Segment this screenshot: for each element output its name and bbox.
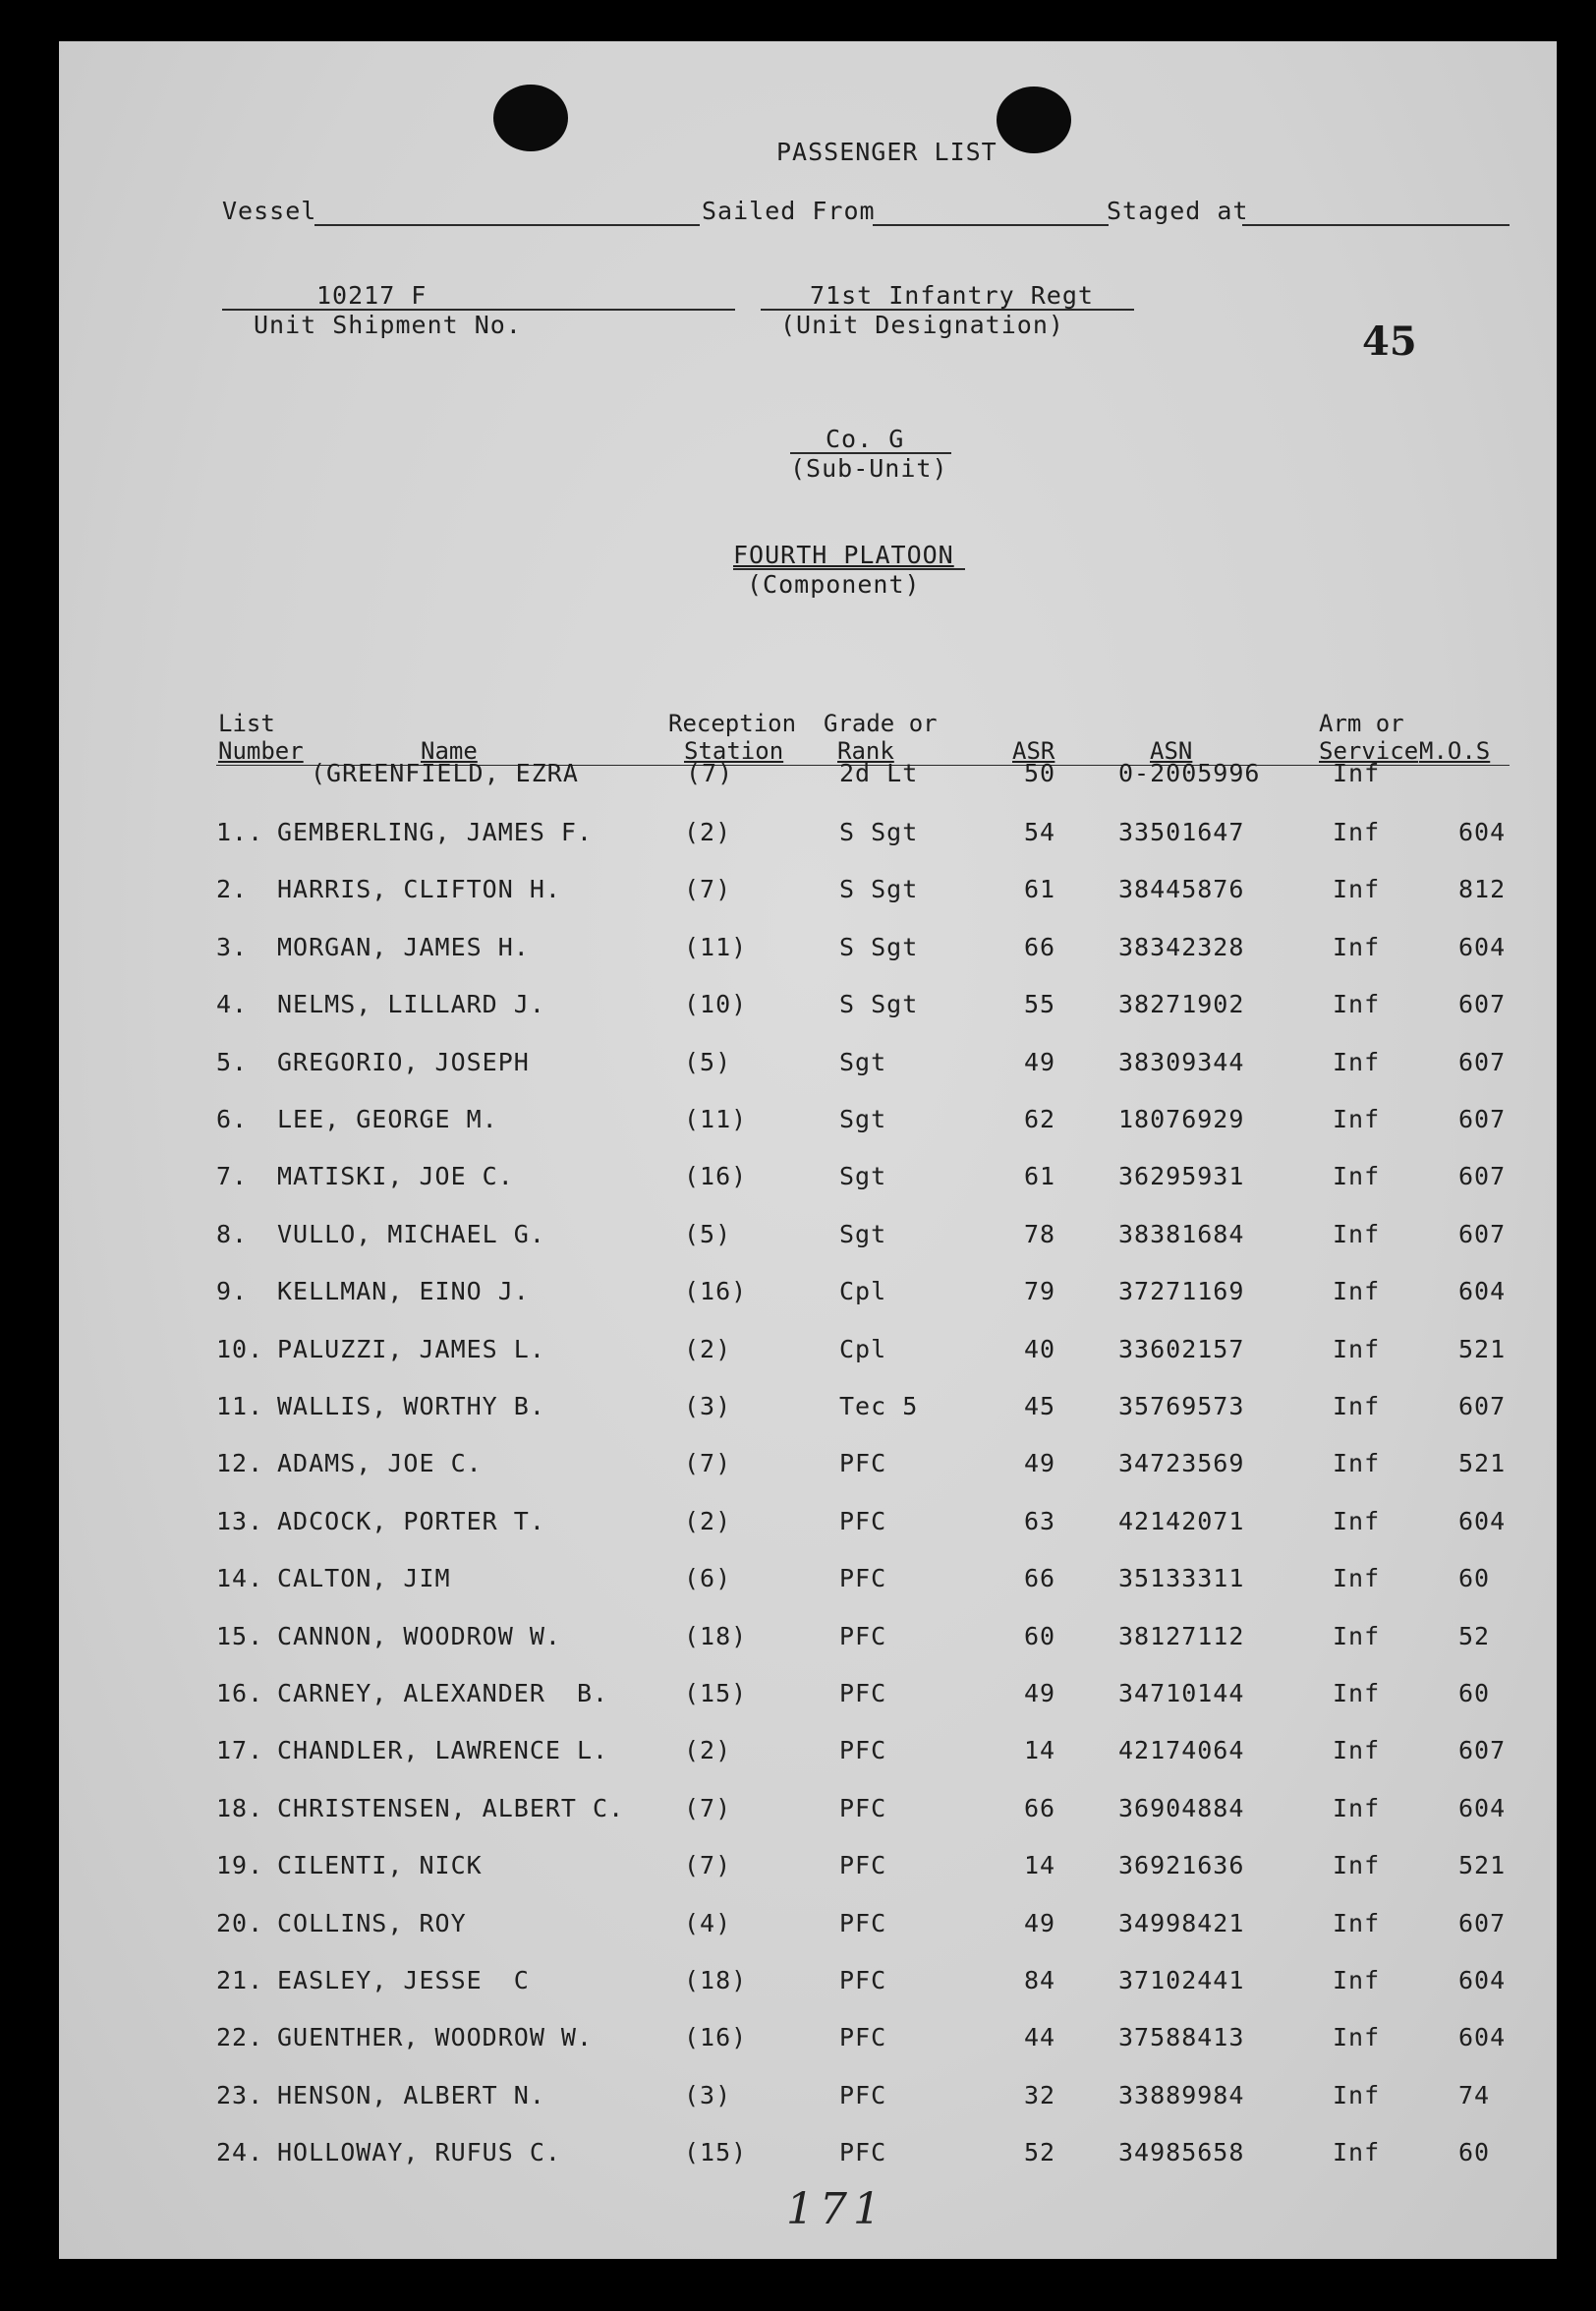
cell-name: EASLEY, JESSE C xyxy=(277,1966,530,1994)
cell-num: 11. xyxy=(216,1392,264,1420)
cell-num: 2. xyxy=(216,875,249,903)
cell-asn: 35769573 xyxy=(1118,1392,1245,1420)
col-header-reception: Reception xyxy=(668,710,797,737)
table-row xyxy=(59,1105,1557,1144)
cell-arm: Inf xyxy=(1333,1105,1381,1133)
cell-rank: S Sgt xyxy=(839,990,919,1018)
table-row xyxy=(59,990,1557,1029)
table-row xyxy=(59,818,1557,857)
cell-num: 23. xyxy=(216,2081,264,2109)
cell-mos: 604 xyxy=(1458,1794,1507,1822)
col-header-arm: Arm or xyxy=(1319,710,1404,737)
table-row xyxy=(59,2023,1557,2062)
cell-mos: 812 xyxy=(1458,875,1507,903)
cell-asr: 61 xyxy=(1024,875,1056,903)
cell-num: 22. xyxy=(216,2023,264,2051)
cell-station: (4) xyxy=(684,1909,732,1937)
unit-designation: 71st Infantry Regt xyxy=(810,281,1094,310)
cell-name: MORGAN, JAMES H. xyxy=(277,933,530,961)
page-number: 45 xyxy=(1362,318,1417,365)
cell-num: 13. xyxy=(216,1507,264,1535)
cell-station: (2) xyxy=(684,818,732,846)
cell-rank: S Sgt xyxy=(839,933,919,961)
cell-rank: PFC xyxy=(839,2081,887,2109)
cell-asn: 42142071 xyxy=(1118,1507,1245,1535)
cell-mos: 60 xyxy=(1458,1679,1491,1707)
officer-station: (7) xyxy=(686,759,734,787)
cell-name: NELMS, LILLARD J. xyxy=(277,990,545,1018)
cell-arm: Inf xyxy=(1333,1794,1381,1822)
cell-asr: 40 xyxy=(1024,1335,1056,1363)
cell-num: 24. xyxy=(216,2138,264,2167)
cell-rank: S Sgt xyxy=(839,818,919,846)
cell-asn: 18076929 xyxy=(1118,1105,1245,1133)
sailed-from-label: Sailed From xyxy=(702,197,876,225)
col-header-name: Name xyxy=(421,737,478,765)
table-row xyxy=(59,1679,1557,1718)
col-header-station: Station xyxy=(684,737,784,765)
cell-rank: Tec 5 xyxy=(839,1392,919,1420)
table-row xyxy=(59,1449,1557,1488)
cell-arm: Inf xyxy=(1333,1564,1381,1592)
cell-asr: 66 xyxy=(1024,1794,1056,1822)
cell-num: 18. xyxy=(216,1794,264,1822)
table-row xyxy=(59,1622,1557,1661)
cell-asr: 45 xyxy=(1024,1392,1056,1420)
cell-num: 12. xyxy=(216,1449,264,1477)
cell-asr: 55 xyxy=(1024,990,1056,1018)
cell-mos: 521 xyxy=(1458,1449,1507,1477)
vessel-blank xyxy=(314,224,700,226)
cell-name: CARNEY, ALEXANDER B. xyxy=(277,1679,609,1707)
cell-mos: 607 xyxy=(1458,1048,1507,1076)
cell-name: CILENTI, NICK xyxy=(277,1851,483,1879)
col-header-rank: Rank xyxy=(837,737,894,765)
table-row xyxy=(59,1507,1557,1546)
punch-hole-left xyxy=(493,85,568,151)
cell-asn: 38381684 xyxy=(1118,1220,1245,1248)
cell-arm: Inf xyxy=(1333,990,1381,1018)
cell-num: 10. xyxy=(216,1335,264,1363)
cell-name: LEE, GEORGE M. xyxy=(277,1105,498,1133)
table-row xyxy=(59,1966,1557,2005)
cell-num: 20. xyxy=(216,1909,264,1937)
cell-name: KELLMAN, EINO J. xyxy=(277,1277,530,1305)
cell-station: (16) xyxy=(684,2023,748,2051)
cell-asn: 38271902 xyxy=(1118,990,1245,1018)
cell-station: (18) xyxy=(684,1966,748,1994)
cell-rank: Cpl xyxy=(839,1335,887,1363)
cell-station: (7) xyxy=(684,1449,732,1477)
cell-arm: Inf xyxy=(1333,1048,1381,1076)
cell-asr: 62 xyxy=(1024,1105,1056,1133)
cell-asn: 36921636 xyxy=(1118,1851,1245,1879)
cell-station: (15) xyxy=(684,2138,748,2167)
table-row xyxy=(59,1220,1557,1259)
cell-num: 7. xyxy=(216,1162,249,1190)
col-header-number: Number xyxy=(218,737,304,765)
col-header-grade: Grade or xyxy=(824,710,938,737)
cell-name: ADAMS, JOE C. xyxy=(277,1449,483,1477)
col-header-mos: M.O.S xyxy=(1419,737,1491,765)
cell-arm: Inf xyxy=(1333,2138,1381,2167)
cell-num: 14. xyxy=(216,1564,264,1592)
cell-station: (15) xyxy=(684,1679,748,1707)
page-title: PASSENGER LIST xyxy=(776,138,998,166)
cell-name: CANNON, WOODROW W. xyxy=(277,1622,561,1650)
cell-num: 15. xyxy=(216,1622,264,1650)
cell-station: (11) xyxy=(684,933,748,961)
cell-mos: 607 xyxy=(1458,990,1507,1018)
table-row xyxy=(59,1851,1557,1890)
cell-name: HOLLOWAY, RUFUS C. xyxy=(277,2138,561,2167)
table-row xyxy=(59,933,1557,972)
cell-mos: 74 xyxy=(1458,2081,1491,2109)
cell-rank: PFC xyxy=(839,1622,887,1650)
cell-station: (7) xyxy=(684,1851,732,1879)
cell-station: (7) xyxy=(684,875,732,903)
cell-name: ADCOCK, PORTER T. xyxy=(277,1507,545,1535)
cell-asr: 49 xyxy=(1024,1679,1056,1707)
cell-asn: 36295931 xyxy=(1118,1162,1245,1190)
cell-mos: 521 xyxy=(1458,1851,1507,1879)
cell-num: 8. xyxy=(216,1220,249,1248)
component-value: FOURTH PLATOON xyxy=(733,541,954,569)
cell-asr: 14 xyxy=(1024,1851,1056,1879)
cell-asr: 61 xyxy=(1024,1162,1056,1190)
cell-name: VULLO, MICHAEL G. xyxy=(277,1220,545,1248)
cell-arm: Inf xyxy=(1333,1736,1381,1764)
cell-asr: 49 xyxy=(1024,1048,1056,1076)
cell-asn: 42174064 xyxy=(1118,1736,1245,1764)
cell-station: (11) xyxy=(684,1105,748,1133)
table-row xyxy=(59,1335,1557,1374)
table-row xyxy=(59,875,1557,914)
cell-mos: 604 xyxy=(1458,933,1507,961)
cell-asn: 37102441 xyxy=(1118,1966,1245,1994)
table-row xyxy=(59,1564,1557,1603)
cell-name: GREGORIO, JOSEPH xyxy=(277,1048,530,1076)
cell-rank: PFC xyxy=(839,1736,887,1764)
cell-station: (5) xyxy=(684,1048,732,1076)
table-row xyxy=(59,1392,1557,1431)
cell-asn: 38445876 xyxy=(1118,875,1245,903)
table-row xyxy=(59,1736,1557,1775)
cell-mos: 607 xyxy=(1458,1105,1507,1133)
handwritten-folio: 171 xyxy=(786,2184,886,2234)
cell-rank: Sgt xyxy=(839,1220,887,1248)
cell-station: (6) xyxy=(684,1564,732,1592)
cell-station: (3) xyxy=(684,2081,732,2109)
cell-num: 21. xyxy=(216,1966,264,1994)
cell-num: 9. xyxy=(216,1277,249,1305)
staged-at-blank xyxy=(1242,224,1510,226)
cell-rank: S Sgt xyxy=(839,875,919,903)
cell-arm: Inf xyxy=(1333,875,1381,903)
cell-asr: 78 xyxy=(1024,1220,1056,1248)
cell-mos: 52 xyxy=(1458,1622,1491,1650)
cell-station: (3) xyxy=(684,1392,732,1420)
cell-num: 5. xyxy=(216,1048,249,1076)
sailed-from-blank xyxy=(873,224,1109,226)
cell-mos: 607 xyxy=(1458,1909,1507,1937)
table-row xyxy=(59,1794,1557,1833)
cell-asr: 63 xyxy=(1024,1507,1056,1535)
cell-rank: PFC xyxy=(839,1909,887,1937)
cell-asn: 34998421 xyxy=(1118,1909,1245,1937)
cell-num: 3. xyxy=(216,933,249,961)
cell-station: (5) xyxy=(684,1220,732,1248)
cell-mos: 604 xyxy=(1458,1966,1507,1994)
cell-asn: 34723569 xyxy=(1118,1449,1245,1477)
officer-arm: Inf xyxy=(1333,759,1381,787)
cell-asr: 14 xyxy=(1024,1736,1056,1764)
cell-station: (2) xyxy=(684,1507,732,1535)
cell-mos: 607 xyxy=(1458,1220,1507,1248)
cell-station: (10) xyxy=(684,990,748,1018)
cell-name: CHRISTENSEN, ALBERT C. xyxy=(277,1794,625,1822)
cell-arm: Inf xyxy=(1333,1335,1381,1363)
cell-arm: Inf xyxy=(1333,1851,1381,1879)
cell-arm: Inf xyxy=(1333,2023,1381,2051)
cell-rank: PFC xyxy=(839,2138,887,2167)
cell-asn: 36904884 xyxy=(1118,1794,1245,1822)
cell-rank: PFC xyxy=(839,1794,887,1822)
cell-num: 6. xyxy=(216,1105,249,1133)
cell-station: (16) xyxy=(684,1277,748,1305)
cell-mos: 604 xyxy=(1458,818,1507,846)
cell-name: HENSON, ALBERT N. xyxy=(277,2081,545,2109)
cell-asn: 38309344 xyxy=(1118,1048,1245,1076)
cell-asn: 37271169 xyxy=(1118,1277,1245,1305)
shipment-label: Unit Shipment No. xyxy=(254,311,522,339)
officer-row xyxy=(59,759,1557,798)
cell-rank: PFC xyxy=(839,1851,887,1879)
subunit-label: (Sub-Unit) xyxy=(790,454,948,483)
cell-station: (2) xyxy=(684,1335,732,1363)
col-header-asr: ASR xyxy=(1012,737,1055,765)
cell-asn: 37588413 xyxy=(1118,2023,1245,2051)
cell-asr: 84 xyxy=(1024,1966,1056,1994)
cell-arm: Inf xyxy=(1333,1622,1381,1650)
cell-arm: Inf xyxy=(1333,1392,1381,1420)
cell-mos: 604 xyxy=(1458,1277,1507,1305)
col-header-service: Service xyxy=(1319,737,1419,765)
cell-arm: Inf xyxy=(1333,1909,1381,1937)
officer-asn: 0-2005996 xyxy=(1118,759,1261,787)
table-row xyxy=(59,1162,1557,1201)
cell-asr: 60 xyxy=(1024,1622,1056,1650)
cell-mos: 60 xyxy=(1458,1564,1491,1592)
officer-asr: 50 xyxy=(1024,759,1056,787)
shipment-number: 10217 F xyxy=(316,281,428,310)
cell-num: 16. xyxy=(216,1679,264,1707)
cell-asr: 49 xyxy=(1024,1449,1056,1477)
cell-arm: Inf xyxy=(1333,2081,1381,2109)
cell-asn: 33889984 xyxy=(1118,2081,1245,2109)
cell-arm: Inf xyxy=(1333,1162,1381,1190)
cell-asn: 34710144 xyxy=(1118,1679,1245,1707)
cell-mos: 607 xyxy=(1458,1736,1507,1764)
cell-arm: Inf xyxy=(1333,1679,1381,1707)
cell-mos: 607 xyxy=(1458,1392,1507,1420)
cell-asn: 34985658 xyxy=(1118,2138,1245,2167)
cell-num: 17. xyxy=(216,1736,264,1764)
cell-name: PALUZZI, JAMES L. xyxy=(277,1335,545,1363)
cell-mos: 607 xyxy=(1458,1162,1507,1190)
col-header-asn: ASN xyxy=(1150,737,1193,765)
document-page xyxy=(59,41,1557,2259)
cell-rank: PFC xyxy=(839,2023,887,2051)
cell-asr: 54 xyxy=(1024,818,1056,846)
cell-mos: 604 xyxy=(1458,2023,1507,2051)
officer-name: (GREENFIELD, EZRA xyxy=(311,759,579,787)
cell-arm: Inf xyxy=(1333,933,1381,961)
cell-asr: 52 xyxy=(1024,2138,1056,2167)
cell-arm: Inf xyxy=(1333,1966,1381,1994)
cell-rank: Cpl xyxy=(839,1277,887,1305)
cell-rank: Sgt xyxy=(839,1105,887,1133)
cell-arm: Inf xyxy=(1333,818,1381,846)
cell-num: 4. xyxy=(216,990,249,1018)
cell-asr: 32 xyxy=(1024,2081,1056,2109)
cell-name: MATISKI, JOE C. xyxy=(277,1162,514,1190)
cell-station: (2) xyxy=(684,1736,732,1764)
cell-rank: PFC xyxy=(839,1449,887,1477)
cell-asn: 33501647 xyxy=(1118,818,1245,846)
cell-arm: Inf xyxy=(1333,1277,1381,1305)
cell-rank: PFC xyxy=(839,1679,887,1707)
table-row xyxy=(59,2138,1557,2177)
cell-name: CALTON, JIM xyxy=(277,1564,451,1592)
cell-name: CHANDLER, LAWRENCE L. xyxy=(277,1736,609,1764)
cell-asr: 49 xyxy=(1024,1909,1056,1937)
col-header-list: List xyxy=(218,710,275,737)
cell-rank: PFC xyxy=(839,1564,887,1592)
cell-asr: 66 xyxy=(1024,1564,1056,1592)
cell-rank: Sgt xyxy=(839,1048,887,1076)
table-row xyxy=(59,2081,1557,2120)
cell-name: HARRIS, CLIFTON H. xyxy=(277,875,561,903)
cell-name: GUENTHER, WOODROW W. xyxy=(277,2023,594,2051)
cell-asr: 79 xyxy=(1024,1277,1056,1305)
table-row xyxy=(59,1909,1557,1948)
punch-hole-right xyxy=(997,87,1071,153)
cell-asr: 44 xyxy=(1024,2023,1056,2051)
cell-station: (16) xyxy=(684,1162,748,1190)
cell-mos: 604 xyxy=(1458,1507,1507,1535)
cell-num: 1.. xyxy=(216,818,264,846)
cell-asn: 35133311 xyxy=(1118,1564,1245,1592)
staged-at-label: Staged at xyxy=(1107,197,1249,225)
officer-rank: 2d Lt xyxy=(839,759,919,787)
cell-asn: 33602157 xyxy=(1118,1335,1245,1363)
subunit-value: Co. G xyxy=(826,425,905,453)
cell-name: COLLINS, ROY xyxy=(277,1909,467,1937)
cell-rank: Sgt xyxy=(839,1162,887,1190)
cell-mos: 60 xyxy=(1458,2138,1491,2167)
cell-arm: Inf xyxy=(1333,1507,1381,1535)
unit-label: (Unit Designation) xyxy=(780,311,1064,339)
cell-num: 19. xyxy=(216,1851,264,1879)
cell-name: GEMBERLING, JAMES F. xyxy=(277,818,594,846)
cell-arm: Inf xyxy=(1333,1220,1381,1248)
table-row xyxy=(59,1277,1557,1316)
cell-asn: 38342328 xyxy=(1118,933,1245,961)
cell-station: (18) xyxy=(684,1622,748,1650)
cell-asr: 66 xyxy=(1024,933,1056,961)
component-label: (Component) xyxy=(747,570,921,599)
cell-arm: Inf xyxy=(1333,1449,1381,1477)
cell-station: (7) xyxy=(684,1794,732,1822)
cell-mos: 521 xyxy=(1458,1335,1507,1363)
vessel-label: Vessel xyxy=(222,197,317,225)
cell-name: WALLIS, WORTHY B. xyxy=(277,1392,545,1420)
cell-rank: PFC xyxy=(839,1966,887,1994)
cell-rank: PFC xyxy=(839,1507,887,1535)
cell-asn: 38127112 xyxy=(1118,1622,1245,1650)
table-row xyxy=(59,1048,1557,1087)
